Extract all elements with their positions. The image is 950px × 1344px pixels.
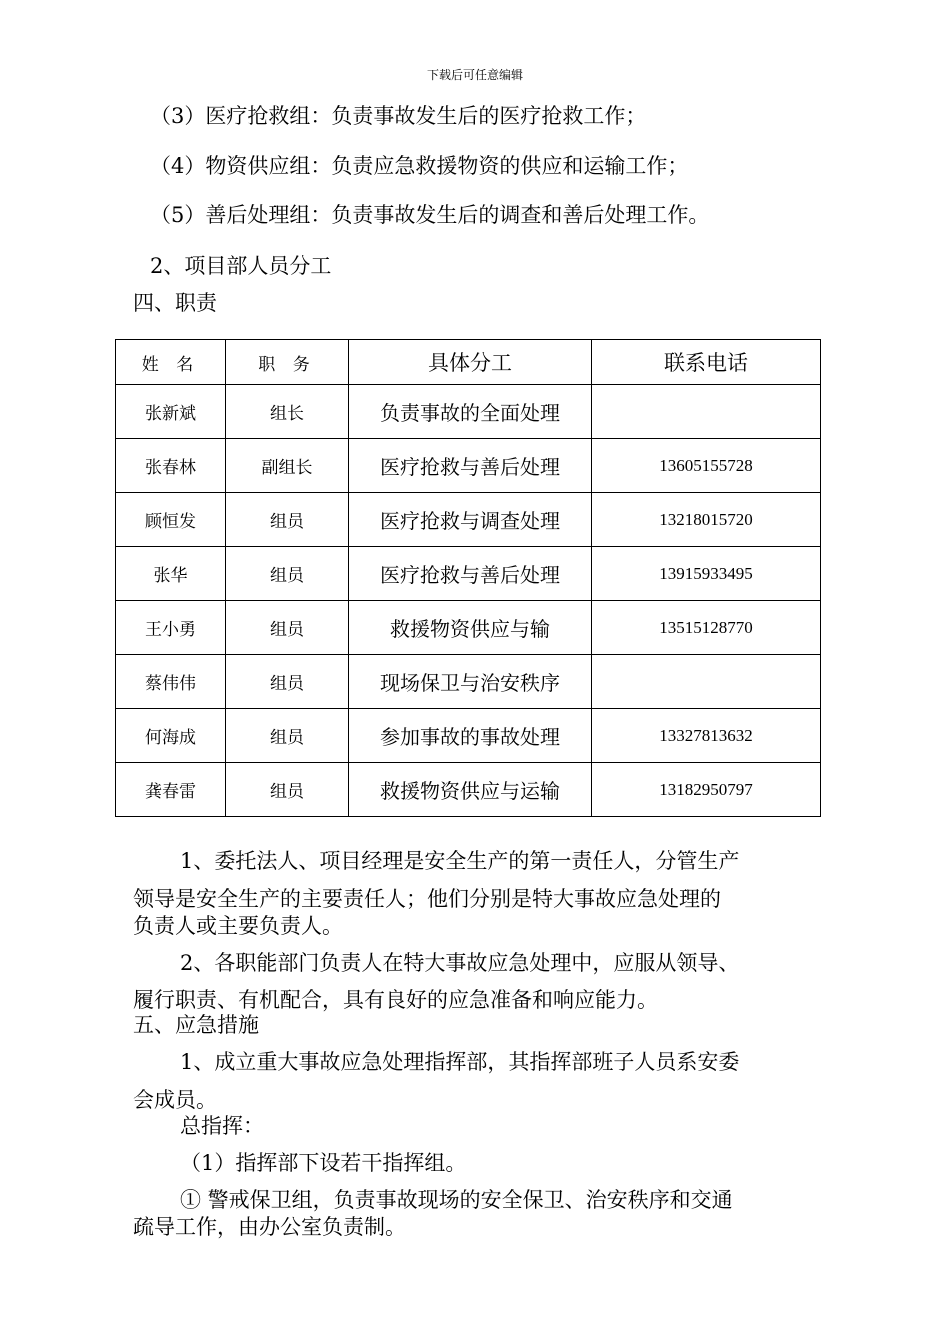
table-row xyxy=(116,601,821,655)
cell-phone: 13327813632 xyxy=(592,709,821,763)
cell-position: 组员 xyxy=(226,709,349,763)
cell-phone: 13218015720 xyxy=(592,493,821,547)
duty-paragraph-2-line-1: 2、各职能部门负责人在特大事故应急处理中，应服从领导、 xyxy=(180,951,740,975)
cell-position: 组员 xyxy=(226,547,349,601)
cell-name: 张华 xyxy=(116,547,226,601)
cell-name: 王小勇 xyxy=(116,601,226,655)
section-2-heading: 2、项目部人员分工 xyxy=(150,254,332,278)
measure-1-line-2: 会成员。 xyxy=(133,1088,217,1112)
duty-paragraph-1-line-2: 领导是安全生产的主要责任人；他们分别是特大事故应急处理的 xyxy=(133,887,721,911)
guard-group-line-1: ① 警戒保卫组，负责事故现场的安全保卫、治安秩序和交通 xyxy=(180,1188,733,1212)
item-aftermath-group: （5）善后处理组：负责事故发生后的调查和善后处理工作。 xyxy=(150,203,710,227)
cell-phone: 13915933495 xyxy=(592,547,821,601)
commander-label: 总指挥： xyxy=(180,1114,264,1138)
cell-task: 负责事故的全面处理 xyxy=(349,385,592,439)
item-medical-rescue-group: （3）医疗抢救组：负责事故发生后的医疗抢救工作； xyxy=(150,104,647,128)
section-4-heading: 四、职责 xyxy=(133,291,217,315)
table-row xyxy=(116,385,821,439)
cell-phone xyxy=(592,655,821,709)
cell-name: 蔡伟伟 xyxy=(116,655,226,709)
cell-position: 组长 xyxy=(226,385,349,439)
table-row xyxy=(116,547,821,601)
header-name: 姓 名 xyxy=(116,340,226,385)
cell-task: 参加事故的事故处理 xyxy=(349,709,592,763)
cell-task: 救援物资供应与运输 xyxy=(349,763,592,817)
cell-task: 医疗抢救与善后处理 xyxy=(349,547,592,601)
measure-1-line-1: 1、成立重大事故应急处理指挥部，其指挥部班子人员系安委 xyxy=(180,1050,740,1074)
cell-phone xyxy=(592,385,821,439)
duty-paragraph-1-line-1: 1、委托法人、项目经理是安全生产的第一责任人，分管生产 xyxy=(180,849,740,873)
cell-phone: 13605155728 xyxy=(592,439,821,493)
table-row xyxy=(116,493,821,547)
table-row xyxy=(116,439,821,493)
cell-phone: 13515128770 xyxy=(592,601,821,655)
duty-paragraph-2-line-2: 履行职责、有机配合，具有良好的应急准备和响应能力。 xyxy=(133,988,658,1012)
header-position: 职 务 xyxy=(226,340,349,385)
staff-duty-table xyxy=(115,339,821,817)
duty-paragraph-1-line-3: 负责人或主要负责人。 xyxy=(133,914,343,938)
cell-task: 医疗抢救与调查处理 xyxy=(349,493,592,547)
cell-name: 顾恒发 xyxy=(116,493,226,547)
table-row xyxy=(116,763,821,817)
table-row xyxy=(116,709,821,763)
cell-name: 张春林 xyxy=(116,439,226,493)
cell-position: 组员 xyxy=(226,655,349,709)
cell-task: 现场保卫与治安秩序 xyxy=(349,655,592,709)
cell-name: 张新斌 xyxy=(116,385,226,439)
cell-position: 组员 xyxy=(226,763,349,817)
table-row xyxy=(116,655,821,709)
header-phone: 联系电话 xyxy=(592,340,821,385)
cell-position: 组员 xyxy=(226,493,349,547)
cell-position: 组员 xyxy=(226,601,349,655)
guard-group-line-2: 疏导工作，由办公室负责制。 xyxy=(133,1215,406,1239)
measure-sub-1: （1）指挥部下设若干指挥组。 xyxy=(180,1151,467,1175)
cell-phone: 13182950797 xyxy=(592,763,821,817)
cell-name: 何海成 xyxy=(116,709,226,763)
cell-position: 副组长 xyxy=(226,439,349,493)
header-task: 具体分工 xyxy=(349,340,592,385)
cell-task: 医疗抢救与善后处理 xyxy=(349,439,592,493)
cell-task: 救援物资供应与输 xyxy=(349,601,592,655)
cell-name: 龚春雷 xyxy=(116,763,226,817)
page-header-note: 下载后可任意编辑 xyxy=(426,68,523,82)
item-material-supply-group: （4）物资供应组：负责应急救援物资的供应和运输工作； xyxy=(150,154,689,178)
section-5-heading: 五、应急措施 xyxy=(133,1013,259,1037)
table-header-row xyxy=(116,340,821,385)
